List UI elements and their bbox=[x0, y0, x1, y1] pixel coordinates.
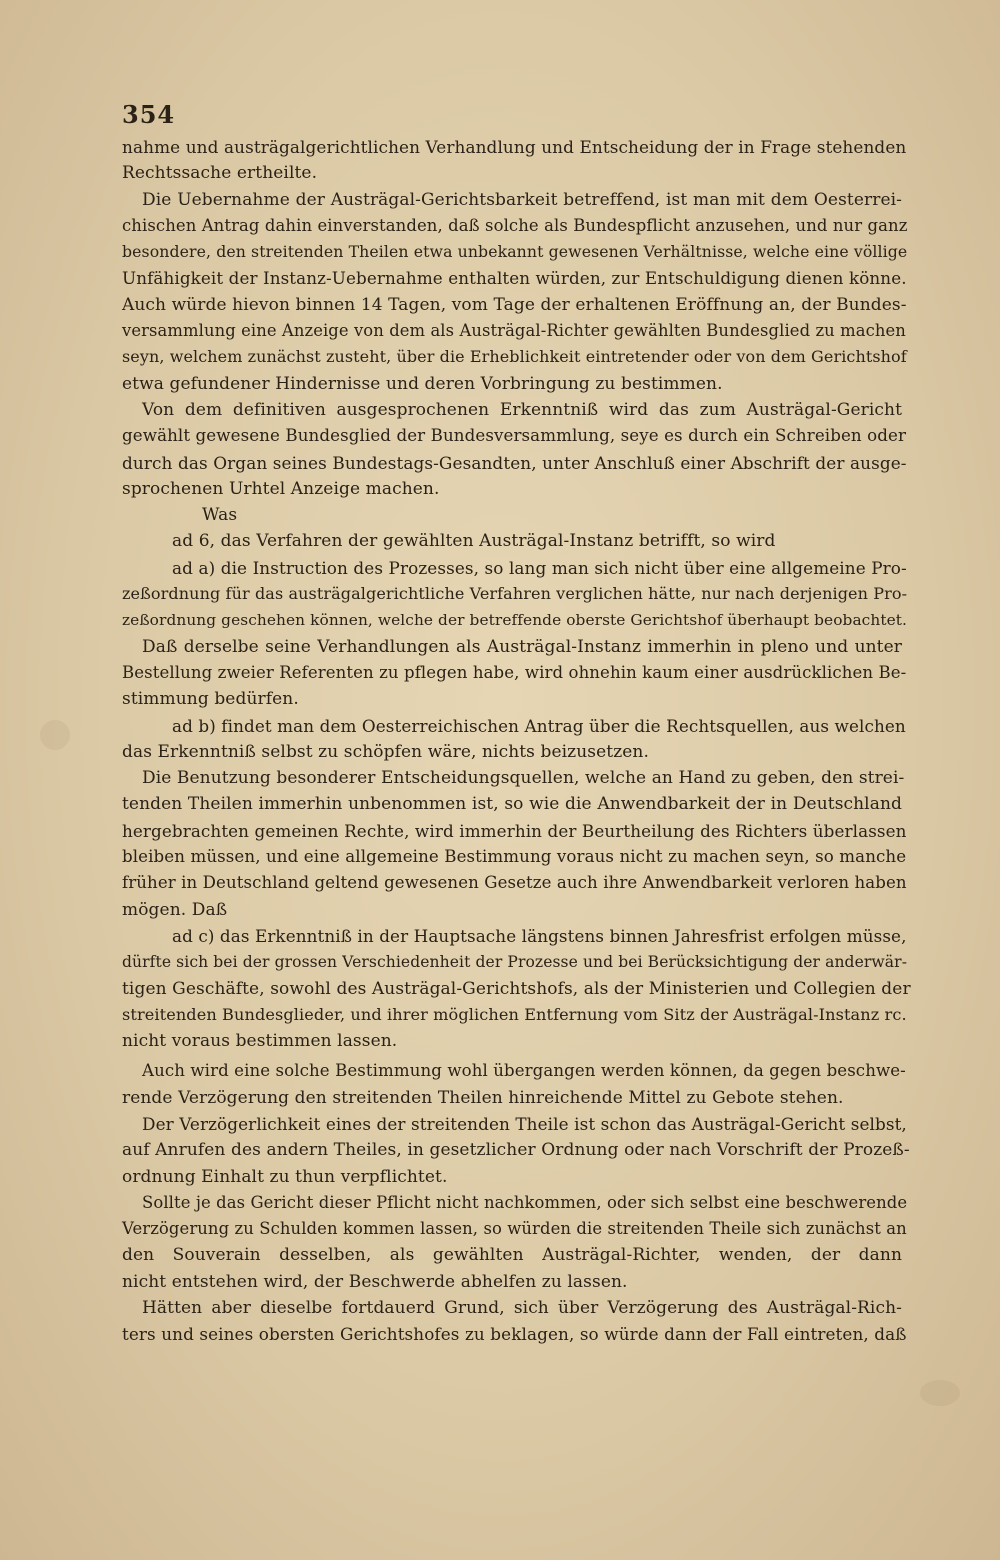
text-line: rende Verzögerung den streitenden Theilen hinreichende Mittel zu Gebote stehen. bbox=[122, 1087, 844, 1108]
text-line: mögen. Daß bbox=[122, 899, 228, 920]
text-line: nicht voraus bestimmen lassen. bbox=[122, 1031, 398, 1052]
text-line: Der Verzögerlichkeit eines der streitenden Theile ist schon das Austrägal-Gericht selbst, bbox=[142, 1113, 907, 1134]
text-line: das Erkenntniß selbst zu schöpfen wäre, nichts beizusetzen. bbox=[122, 741, 649, 762]
text-line: seyn, welchem zunächst zusteht, über die Erheblichkeit eintretender oder von dem Gerichtshof bbox=[122, 347, 907, 367]
text-line: tigen Geschäfte, sowohl des Austrägal-Gerichtshofs, als der Ministerien und Collegien der bbox=[122, 978, 911, 999]
text-line: Hätten aber dieselbe fortdauerd Grund, sich über Verzögerung des Austrägal-Rich- bbox=[142, 1298, 902, 1319]
text-line: hergebrachten gemeinen Rechte, wird immerhin der Beurtheilung des Richters überlassen bbox=[122, 820, 907, 841]
text-line: den Souverain desselben, als gewählten Austrägal-Richter, wenden, der dann bbox=[122, 1245, 902, 1266]
text-line: ters und seines obersten Gerichtshofes zu beklagen, so würde dann der Fall eintreten, daß bbox=[122, 1324, 907, 1345]
text-line: Was bbox=[202, 505, 238, 526]
paper-stain bbox=[920, 1380, 960, 1406]
text-line: sprochenen Urhtel Anzeige machen. bbox=[122, 478, 440, 499]
text-line: zeßordnung geschehen können, welche der betreffende oberste Gerichtshof überhaupt beobachtet. bbox=[122, 611, 908, 630]
text-line: ad a) die Instruction des Prozesses, so lang man sich nicht über eine allgemeine Pro- bbox=[172, 557, 907, 578]
text-line: ad 6, das Verfahren der gewählten Austrägal-Instanz betrifft, so wird bbox=[172, 531, 776, 552]
text-line: Bestellung zweier Referenten zu pflegen habe, wird ohnehin kaum einer ausdrücklichen Be- bbox=[122, 662, 907, 682]
text-line: Die Benutzung besonderer Entscheidungsquellen, welche an Hand zu geben, den strei- bbox=[142, 768, 905, 789]
text-line: streitenden Bundesglieder, und ihrer möglichen Entfernung vom Sitz der Austrägal-Instanz rc. bbox=[122, 1004, 907, 1024]
text-line: nahme und austrägalgerichtlichen Verhandlung und Entscheidung der in Frage stehenden bbox=[122, 137, 907, 157]
text-line: etwa gefundener Hindernisse und deren Vorbringung zu bestimmen. bbox=[122, 373, 723, 394]
paper-stain bbox=[40, 720, 70, 750]
text-line: ordnung Einhalt zu thun verpflichtet. bbox=[122, 1166, 448, 1187]
text-line: zeßordnung für das austrägalgerichtliche Verfahren verglichen hätte, nur nach derjenigen Pro- bbox=[122, 584, 908, 604]
text-line: durch das Organ seines Bundestags-Gesandten, unter Anschluß einer Abschrift der ausge- bbox=[122, 452, 907, 473]
text-line: chischen Antrag dahin einverstanden, daß solche als Bundespflicht anzusehen, und nur ganz bbox=[122, 215, 908, 235]
text-line: Daß derselbe seine Verhandlungen als Austrägal-Instanz immerhin in pleno und unter bbox=[142, 636, 902, 657]
text-line: gewählt gewesene Bundesglied der Bundesversammlung, seye es durch ein Schreiben oder bbox=[122, 426, 907, 446]
text-line: tenden Theilen immerhin unbenommen ist, so wie die Anwendbarkeit der in Deutschland bbox=[122, 794, 902, 815]
text-line: besondere, den streitenden Theilen etwa unbekannt gewesenen Verhältnisse, welche eine völlige bbox=[122, 242, 908, 262]
text-line: ad c) das Erkenntniß in der Hauptsache längstens binnen Jahresfrist erfolgen müsse, bbox=[172, 925, 907, 946]
text-line: dürfte sich bei der grossen Verschiedenheit der Prozesse und bei Berücksichtigung der anderwär- bbox=[122, 953, 908, 972]
text-line: Auch würde hievon binnen 14 Tagen, vom Tage der erhaltenen Eröffnung an, der Bundes- bbox=[122, 294, 907, 315]
text-line: Verzögerung zu Schulden kommen lassen, so würden die streitenden Theile sich zunächst an bbox=[122, 1219, 907, 1239]
text-line: Sollte je das Gericht dieser Pflicht nicht nachkommen, oder sich selbst eine beschwerende bbox=[142, 1192, 908, 1212]
text-line: versammlung eine Anzeige von dem als Austrägal-Richter gewählten Bundesglied zu machen bbox=[122, 321, 906, 341]
text-line: ad b) findet man dem Oesterreichischen Antrag über die Rechtsquellen, aus welchen bbox=[172, 715, 906, 736]
text-line: Unfähigkeit der Instanz-Uebernahme enthalten würden, zur Entschuldigung dienen könne. bbox=[122, 268, 907, 289]
text-line: Die Uebernahme der Austrägal-Gerichtsbarkeit betreffend, ist man mit dem Oesterrei- bbox=[142, 189, 902, 210]
text-line: Von dem definitiven ausgesprochenen Erkenntniß wird das zum Austrägal-Gericht bbox=[142, 399, 902, 420]
text-line: auf Anrufen des andern Theiles, in gesetzlicher Ordnung oder nach Vorschrift der Prozeß- bbox=[122, 1140, 910, 1161]
body-text bbox=[122, 134, 911, 1348]
text-line: bleiben müssen, und eine allgemeine Bestimmung voraus nicht zu machen seyn, so manche bbox=[122, 847, 907, 867]
text-line: Auch wird eine solche Bestimmung wohl übergangen werden können, da gegen beschwe- bbox=[142, 1061, 906, 1081]
text-line: stimmung bedürfen. bbox=[122, 689, 299, 710]
page-number: 354 bbox=[122, 100, 176, 129]
text-line: nicht entstehen wird, der Beschwerde abhelfen zu lassen. bbox=[122, 1271, 628, 1292]
text-line: Rechtssache ertheilte. bbox=[122, 163, 318, 184]
text-line: früher in Deutschland geltend gewesenen Gesetze auch ihre Anwendbarkeit verloren haben bbox=[122, 873, 907, 893]
